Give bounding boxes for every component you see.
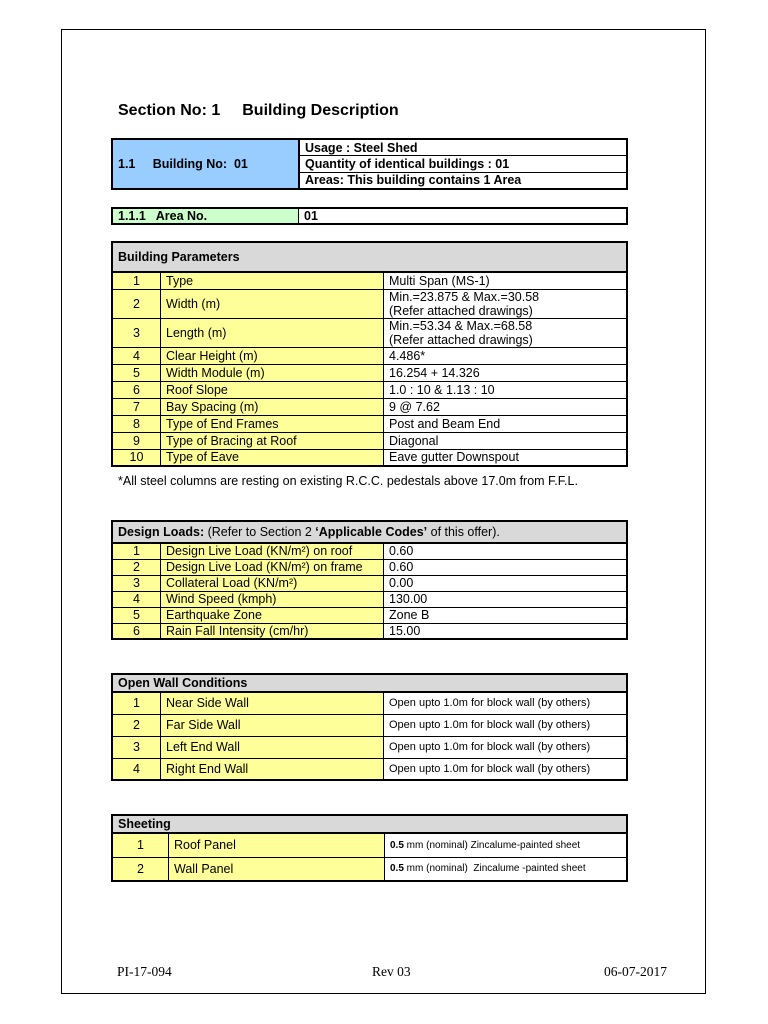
row-item: Clear Height (m)	[161, 347, 384, 364]
usage-cell: Usage : Steel Shed	[299, 139, 627, 156]
row-no: 6	[112, 623, 161, 639]
row-value: 15.00	[384, 623, 628, 639]
row-value	[385, 857, 628, 881]
section-label: Section No: 1	[118, 102, 221, 119]
open-wall-header: Open Wall Conditions	[112, 674, 627, 692]
row-no: 3	[112, 736, 161, 758]
thickness-value: 0.5	[390, 863, 404, 875]
row-value	[384, 289, 628, 318]
area-label: 1.1.1 Area No.	[112, 208, 299, 224]
row-no: 1	[112, 833, 169, 857]
row-value: 4.486*	[384, 347, 628, 364]
row-value: Open upto 1.0m for block wall (by others)	[384, 758, 628, 780]
row-no: 2	[112, 714, 161, 736]
row-item: Design Live Load (KN/m²) on frame	[161, 559, 384, 575]
row-value-line1: Min.=53.34 & Max.=68.58	[389, 318, 533, 333]
building-table	[111, 138, 628, 190]
row-no: 5	[112, 364, 161, 381]
row-item: Roof Slope	[161, 381, 384, 398]
row-item: Width (m)	[161, 289, 384, 318]
row-value-line1: Min.=23.875 & Max.=30.58	[389, 289, 540, 304]
row-item: Type	[161, 272, 384, 289]
sheeting-table	[111, 814, 628, 882]
row-value: Post and Beam End	[384, 415, 628, 432]
row-no: 7	[112, 398, 161, 415]
design-loads-title-end: of this offer).	[427, 525, 500, 539]
row-no: 1	[112, 543, 161, 559]
design-loads-codes: ‘Applicable Codes’	[315, 525, 428, 539]
row-value: 130.00	[384, 591, 628, 607]
sheeting-header: Sheeting	[112, 815, 627, 833]
row-no: 6	[112, 381, 161, 398]
quantity-cell: Quantity of identical buildings : 01	[299, 156, 627, 172]
row-value: 0.60	[384, 543, 628, 559]
building-parameters-header: Building Parameters	[112, 242, 627, 272]
building-parameters-table	[111, 241, 628, 467]
design-loads-table	[111, 520, 628, 640]
row-value: 1.0 : 10 & 1.13 : 10	[384, 381, 628, 398]
row-value: 9 @ 7.62	[384, 398, 628, 415]
areas-cell: Areas: This building contains 1 Area	[299, 172, 627, 189]
footer-revision: Rev 03	[372, 964, 411, 979]
row-no: 3	[112, 575, 161, 591]
open-wall-table	[111, 673, 628, 781]
row-value-line2: (Refer attached drawings)	[389, 332, 533, 347]
row-value	[385, 833, 628, 857]
row-value: 16.254 + 14.326	[384, 364, 628, 381]
row-no: 2	[112, 289, 161, 318]
row-value: Multi Span (MS-1)	[384, 272, 628, 289]
section-name: Building Description	[242, 102, 399, 119]
row-no: 5	[112, 607, 161, 623]
row-no: 4	[112, 347, 161, 364]
sheet-desc: mm (nominal) Zincalume-painted sheet	[403, 839, 581, 851]
row-item: Roof Panel	[169, 833, 385, 857]
row-item: Earthquake Zone	[161, 607, 384, 623]
row-item: Type of Bracing at Roof	[161, 432, 384, 449]
row-item: Rain Fall Intensity (cm/hr)	[161, 623, 384, 639]
design-loads-header	[112, 521, 627, 543]
row-value: Open upto 1.0m for block wall (by others)	[384, 714, 628, 736]
footer-date: 06-07-2017	[604, 964, 667, 979]
row-no: 10	[112, 449, 161, 466]
row-no: 1	[112, 692, 161, 714]
section-title	[118, 102, 399, 120]
design-loads-title-rest: (Refer to Section 2	[204, 525, 316, 539]
row-item: Length (m)	[161, 318, 384, 347]
row-item: Far Side Wall	[161, 714, 384, 736]
row-item: Bay Spacing (m)	[161, 398, 384, 415]
thickness-value: 0.5	[390, 839, 404, 851]
row-no: 1	[112, 272, 161, 289]
row-no: 4	[112, 758, 161, 780]
row-item: Type of Eave	[161, 449, 384, 466]
row-no: 9	[112, 432, 161, 449]
building-no-cell: 1.1 Building No: 01	[112, 139, 299, 189]
row-item: Right End Wall	[161, 758, 384, 780]
row-item: Collateral Load (KN/m²)	[161, 575, 384, 591]
row-item: Wind Speed (kmph)	[161, 591, 384, 607]
row-value	[384, 318, 628, 347]
row-no: 3	[112, 318, 161, 347]
row-value: Diagonal	[384, 432, 628, 449]
row-no: 2	[112, 857, 169, 881]
row-item: Width Module (m)	[161, 364, 384, 381]
row-no: 2	[112, 559, 161, 575]
row-value: Eave gutter Downspout	[384, 449, 628, 466]
columns-note: *All steel columns are resting on existing R.C.C. pedestals above 17.0m from F.F.L.	[118, 474, 578, 488]
row-item: Near Side Wall	[161, 692, 384, 714]
row-item: Type of End Frames	[161, 415, 384, 432]
sheet-desc: mm (nominal) Zincalume -painted sheet	[403, 863, 586, 875]
design-loads-title: Design Loads:	[118, 525, 205, 539]
row-value-line2: (Refer attached drawings)	[389, 303, 533, 318]
row-value: Zone B	[384, 607, 628, 623]
footer-doc-id: PI-17-094	[117, 964, 172, 979]
row-item: Left End Wall	[161, 736, 384, 758]
area-value: 01	[299, 208, 628, 224]
row-value: 0.60	[384, 559, 628, 575]
area-table	[111, 207, 628, 225]
row-value: Open upto 1.0m for block wall (by others)	[384, 692, 628, 714]
row-no: 8	[112, 415, 161, 432]
row-no: 4	[112, 591, 161, 607]
row-item: Wall Panel	[169, 857, 385, 881]
row-value: Open upto 1.0m for block wall (by others)	[384, 736, 628, 758]
row-value: 0.00	[384, 575, 628, 591]
row-item: Design Live Load (KN/m²) on roof	[161, 543, 384, 559]
